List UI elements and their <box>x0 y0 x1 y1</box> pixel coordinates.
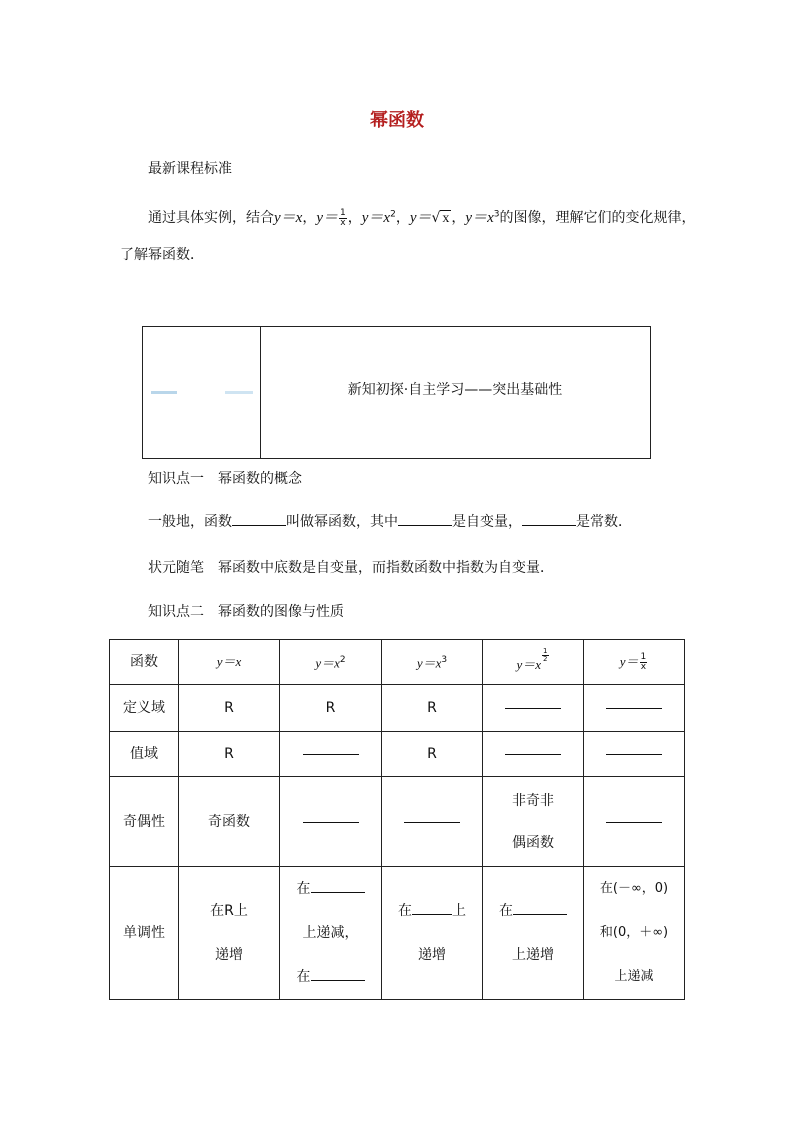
f3-exp: 3 <box>441 655 448 666</box>
range-label: 值域 <box>110 732 179 777</box>
f5-den: x <box>640 661 647 672</box>
monotonic-c4-l2: 上递增 <box>512 947 554 963</box>
parity-c4 <box>483 777 584 867</box>
fill-blank <box>303 821 359 823</box>
fill-blank <box>505 753 561 755</box>
range-c5 <box>584 732 685 777</box>
sqrt-x: √ x <box>431 210 450 226</box>
header-label: 函数 <box>110 640 179 685</box>
header-f4 <box>483 640 584 685</box>
comma: ， <box>395 210 410 226</box>
fill-blank <box>398 524 452 526</box>
monotonic-c4 <box>483 867 584 1000</box>
monotonic-c3-l1 <box>382 900 482 922</box>
fill-blank <box>412 913 452 915</box>
domain-c3: R <box>382 685 483 732</box>
monotonic-c1-l1: 在R上 <box>210 903 248 919</box>
section-banner <box>142 326 651 459</box>
kp1-def-a: 一般地，函数 <box>148 514 232 530</box>
table-row-monotonic <box>110 867 685 1000</box>
f4-exp-fraction <box>542 648 548 663</box>
parity-c4-l1: 非奇非 <box>512 792 554 809</box>
kp2-heading: 知识点二 幂函数的图像与性质 <box>148 604 344 620</box>
header-f2 <box>280 640 382 685</box>
sqrt-radicand: x <box>442 211 450 226</box>
eq-y3: y＝ <box>361 210 384 226</box>
frac-num: 1 <box>340 207 346 218</box>
fill-blank <box>606 707 662 709</box>
table-row-header <box>110 640 685 685</box>
domain-c1: R <box>179 685 280 732</box>
monotonic-c2-l2: 上递减， <box>302 925 359 941</box>
text: 上 <box>452 903 466 919</box>
fill-blank <box>311 979 365 981</box>
monotonic-c4-l1 <box>483 900 583 922</box>
table-row-range <box>110 732 685 777</box>
page-title: 幂函数 <box>370 110 424 131</box>
f5-num: 1 <box>640 651 647 662</box>
banner-decoration <box>225 391 253 394</box>
monotonic-c1 <box>179 867 280 1000</box>
text: 在 <box>398 903 412 919</box>
f4-exp-den: 2 <box>543 655 548 663</box>
fraction-1-over-x <box>339 209 347 228</box>
fill-blank <box>303 753 359 755</box>
text: 在 <box>296 969 311 985</box>
f4-exp-num: 1 <box>543 647 548 655</box>
eq-x2-base: x <box>383 210 391 226</box>
parity-c2 <box>280 777 382 867</box>
frac-den: x <box>340 217 346 228</box>
fill-blank <box>522 524 576 526</box>
monotonic-c5-l1: 在(－∞，0) <box>599 881 669 896</box>
comma: ， <box>451 210 466 226</box>
fill-blank <box>311 891 365 893</box>
f5-fraction <box>640 653 648 672</box>
standard-heading: 最新课程标准 <box>148 161 232 177</box>
banner-text: 新知初探·自主学习——突出基础性 <box>347 382 563 398</box>
eq-y4: y＝ <box>409 210 432 226</box>
eq-y2: y＝ <box>316 210 339 226</box>
table-row-parity <box>110 777 685 867</box>
parity-c5 <box>584 777 685 867</box>
monotonic-c1-l2: 递增 <box>215 947 243 963</box>
header-f1 <box>179 640 280 685</box>
properties-table <box>109 639 685 1000</box>
monotonic-label: 单调性 <box>110 867 179 1000</box>
f4-base: y＝x <box>516 657 542 672</box>
parity-c4-l2: 偶函数 <box>512 834 554 851</box>
monotonic-c3-l2: 递增 <box>418 947 446 963</box>
monotonic-c5 <box>584 867 685 1000</box>
range-c4 <box>483 732 584 777</box>
domain-c5 <box>584 685 685 732</box>
f5-prefix: y＝ <box>619 654 639 669</box>
f3-base: y＝x <box>416 655 442 671</box>
standard-text-part1: 通过具体实例，结合 <box>148 210 274 226</box>
kp1-def-b: 叫做幂函数，其中 <box>286 514 398 530</box>
domain-c4 <box>483 685 584 732</box>
fill-blank <box>505 707 561 709</box>
banner-decoration <box>151 391 177 394</box>
header-f5 <box>584 640 685 685</box>
table-row-domain <box>110 685 685 732</box>
standard-text-part2: 的图像，理解它们的变化规律， <box>499 210 696 226</box>
header-f3 <box>382 640 483 685</box>
text: 在 <box>296 881 311 897</box>
fill-blank <box>513 913 567 915</box>
monotonic-c2-l3 <box>280 966 381 988</box>
eq-x3-exp: 3 <box>493 209 500 220</box>
fill-blank <box>404 821 460 823</box>
range-c2 <box>280 732 382 777</box>
comma: ， <box>347 210 362 226</box>
range-c3: R <box>382 732 483 777</box>
f2-base: y＝x <box>315 655 340 671</box>
range-c1: R <box>179 732 280 777</box>
kp1-definition <box>148 511 632 531</box>
text: 在 <box>499 903 513 919</box>
standard-text-line1 <box>148 206 696 228</box>
eq-x2-exp: 2 <box>390 209 396 220</box>
standard-text-line2: 了解幂函数． <box>120 247 204 263</box>
monotonic-c2 <box>280 867 382 1000</box>
f2-exp: 2 <box>339 655 346 666</box>
fill-blank <box>232 524 286 526</box>
fill-blank <box>606 821 662 823</box>
eq-x3-base: x <box>487 210 494 226</box>
monotonic-c3 <box>382 867 483 1000</box>
fill-blank <box>606 753 662 755</box>
monotonic-c2-l1 <box>280 878 381 900</box>
parity-c1: 奇函数 <box>179 777 280 867</box>
kp1-def-c: 是自变量， <box>452 514 522 530</box>
banner-left-panel <box>143 327 261 458</box>
parity-label: 奇偶性 <box>110 777 179 867</box>
kp1-heading: 知识点一 幂函数的概念 <box>148 471 302 487</box>
comma: ， <box>302 210 317 226</box>
kp1-note: 状元随笔 幂函数中底数是自变量，而指数函数中指数为自变量． <box>148 560 554 576</box>
domain-label: 定义域 <box>110 685 179 732</box>
monotonic-c5-l3: 上递减 <box>614 969 654 984</box>
kp1-def-d: 是常数． <box>576 514 632 530</box>
monotonic-c5-l2: 和(0，＋∞) <box>599 925 669 940</box>
eq-y5: y＝ <box>465 210 488 226</box>
parity-c3 <box>382 777 483 867</box>
f1-text: y＝x <box>216 654 242 669</box>
eq-x1: x <box>295 210 303 226</box>
domain-c2: R <box>280 685 382 732</box>
eq-y1: y＝ <box>274 210 296 226</box>
